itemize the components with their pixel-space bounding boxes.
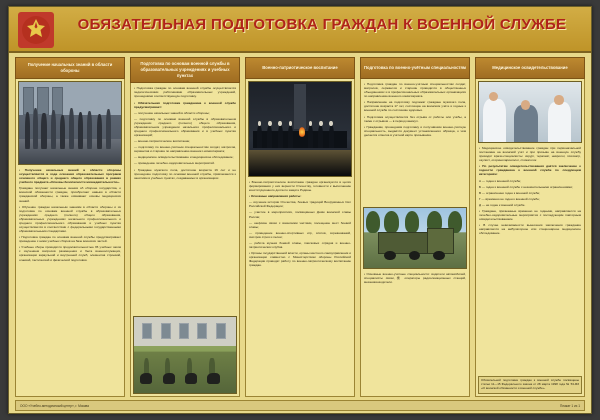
poster-columns — [15, 57, 585, 397]
column-text: • Получение начальных знаний в области обороны осуществляется в ходе освоения образовательных программ основного общего и среднего общего образования в рамках учебного предмета «Основы безопасности жизнедеятельности». Граждане получают начальные знания об обороне государства, о воинской обязанности граждан, приобретают навыки в области гражданской обороны, а также осваивают основы медицинских знаний. • Обучение граждан начальным знаниям в области обороны и их подготовка по основам военной службы в образовательных учреждениях среднего (полного) общего образования, образовательных учреждениях начального профессионального и среднего профессионального образования и учебных пунктах осуществляются в соответствии с федеральными государственными образовательными стандартами. • Подготовка граждан по основам военной службы предусматривает проведение с ними учебных сборов на базе воинских частей. • Учебные сборы проводятся продолжительностью 35 учебных часов с изучением вопросов размещения и быта военнослужащих, организации караульной и внутренней служб, элементов строевой, огневой, тактической и физической подготовки. — [19, 168, 121, 262]
column-heading: Подготовка по военно-учётным специальностям — [360, 57, 470, 79]
column-patriotic-education — [245, 57, 355, 397]
column-heading: Военно-патриотическое воспитание — [245, 57, 355, 79]
russian-armed-forces-emblem-icon — [18, 12, 54, 48]
column-text-bottom: • Основные военно-учётные специальности: водители автомобилей, специалисты связи,操 операторы радиолокационных станций, механики-водители. — [364, 271, 466, 284]
column-text: • Военно-патриотическое воспитание граждан организуется в целях формирования у них верности Отечеству, готовности к выполнению конституционного долга по защите Родины. • Основные направления работы: — изучение истории Отечества, боевых традиций Вооружённых Сил Российской Федерации; — участие в мероприятиях, посвящённых Дням воинской славы России; — шефские связи с воинскими частями, посещение мест боевой славы; — проведение военно-спортивных игр, слётов, соревнований, смотров строя и песни; — работа музеев боевой славы, поисковых отрядов и военно-патриотических клубов. • Органы государственной власти, органы местного самоуправления и организации совместно с Министерством обороны Российской Федерации проводят работу по военно-патриотическому воспитанию граждан. — [249, 180, 351, 268]
poster — [8, 6, 592, 414]
legal-note: Обязательной подготовке граждан к военной службе посвящены статьи 11—15 Федерального закона от 28 марта 1998 года № 53-ФЗ «О воинской обязанности и военной службе». — [478, 376, 582, 394]
column-body — [475, 79, 585, 397]
column-basics-of-military-service — [130, 57, 240, 397]
photo-physical-training — [133, 316, 237, 394]
footer-right-text: Плакат 1 из 1 — [560, 403, 580, 408]
column-heading: Медицинское освидетельствование — [475, 57, 585, 79]
photo-military-commissariat — [18, 81, 122, 165]
column-military-specialities — [360, 57, 470, 397]
poster-footer — [15, 400, 585, 411]
column-body — [130, 83, 240, 397]
page-title: ОБЯЗАТЕЛЬНАЯ ПОДГОТОВКА ГРАЖДАН К ВОЕННОЙ СЛУЖБЕ — [77, 16, 567, 33]
column-body — [360, 79, 470, 397]
footer-left-text: ООО «Учебно-методический центр», г. Москва — [20, 403, 89, 408]
column-body — [15, 79, 125, 397]
column-text: • Подготовка граждан по основам военной службы осуществляется педагогическими работниками образовательных учреждений, прошедшими соответствующую подготовку. • Обязательная подготовка гражданина к военной службе предусматривает: — получение начальных знаний в области обороны; — подготовку по основам военной службы в образовательном учреждении среднего (полного) общего образования, образовательном учреждении начального профессионального и среднего профессионального образования и в учебных пунктах организаций; — военно-патриотическое воспитание; — подготовку по военно-учётным специальностям солдат, матросов, сержантов и старшин по направлению военного комиссариата; — медицинское освидетельствование и медицинское обследование; — проведение лечебно-оздоровительных мероприятий. • Граждане мужского пола, достигшие возраста 16 лет и не прошедшие подготовку по основам военной службы, привлекаются к занятиям в учебных пунктах, создаваемых в организациях. — [134, 86, 236, 180]
column-text: • Медицинское освидетельствование граждан при первоначальной постановке на воинский учёт и при призыве на военную службу проводят врачи-специалисты: хирург, терапевт, невролог, психиатр, окулист, оториноларинголог, стоматолог. • По результатам освидетельствования даётся заключение о годности гражданина к военной службе по следующим категориям: А — годен к военной службе; Б — годен к военной службе с незначительными ограничениями; В — ограниченно годен к военной службе; Г — временно не годен к военной службе; Д — не годен к военной службе. • Граждане, признанные временно не годными, направляются на лечебно-оздоровительные мероприятия с последующим повторным освидетельствованием. • В случае невозможности вынесения заключения гражданин направляется на амбулаторное или стационарное медицинское обследование. — [479, 146, 581, 236]
photo-medical-exam — [478, 81, 582, 143]
column-initial-defence-knowledge — [15, 57, 125, 397]
column-body — [245, 79, 355, 397]
column-heading: Подготовка по основам военной службы в образовательных учреждениях и учебных пунктах — [130, 57, 240, 83]
photo-military-truck — [363, 207, 467, 269]
column-heading: Получение начальных знаний в области обороны — [15, 57, 125, 79]
column-medical-examination — [475, 57, 585, 397]
poster-header — [9, 7, 591, 53]
photo-eternal-flame-ceremony — [248, 81, 352, 177]
column-text: • Подготовка граждан по военно-учётным специальностям солдат, матросов, сержантов и старшин проводится в общественных объединениях и в профессиональных образовательных организациях по направлению военного комиссариата. • Направлению на подготовку подлежат граждане мужского пола, достигшие возраста 17 лет, состоящие на воинском учёте и годные к военной службе по состоянию здоровья. • Подготовка осуществляется без отрыва от работы или учёбы, а также с отрывом — в период каникул. • Гражданам, прошедшим подготовку и получившим военно-учётную специальность, выдаётся документ установленного образца, о чём делается отметка в учётной карте призывника. — [364, 82, 466, 137]
